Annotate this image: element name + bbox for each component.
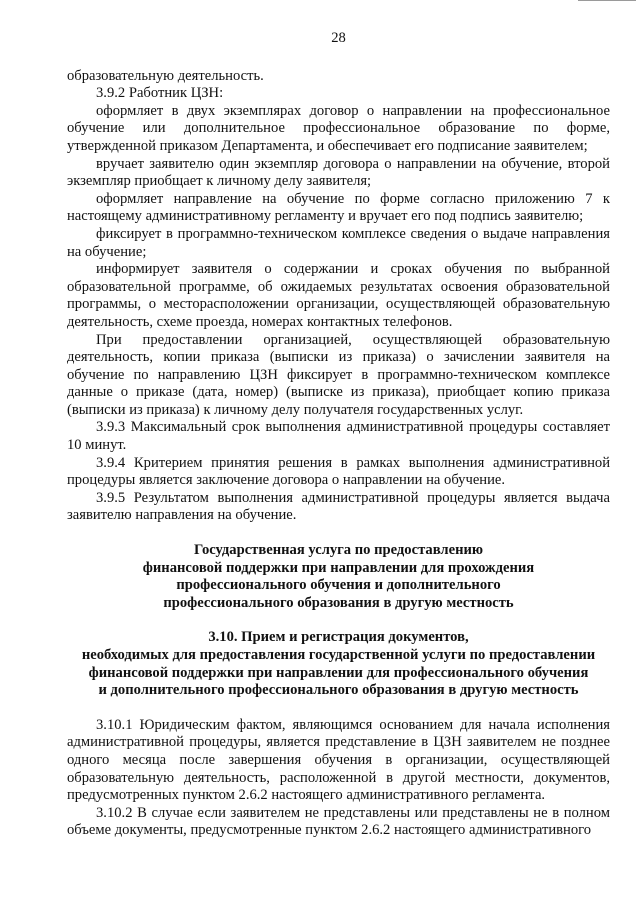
top-edge-rule <box>578 0 636 1</box>
section-heading-line: и дополнительного профессионального образования в другую местность <box>98 682 579 699</box>
paragraph-3-9-5: 3.9.5 Результатом выполнения административной процедуры является выдача заявителю направления на обучение. <box>67 489 610 524</box>
paragraph-3-9-2: 3.9.2 Работник ЦЗН: <box>96 85 224 102</box>
service-heading-line: профессионального обучения и дополнительного <box>176 577 501 594</box>
document-page <box>67 30 610 840</box>
paragraph-inform-applicant: информирует заявителя о содержании и сроках обучения по выбранной образовательной программе, об ожидаемых результатах освоения образовательной программы, о месторасположении организации, осуществляющей образовательную деятельность, схеме проезда, номерах контактных телефонов. <box>67 261 610 330</box>
page-number: 28 <box>331 30 346 46</box>
paragraph-hand-over-copy: вручает заявителю один экземпляр договора о направлении на обучение, второй экземпляр приобщает к личному делу заявителя; <box>67 155 610 190</box>
paragraph-3-10-1: 3.10.1 Юридическим фактом, являющимся основанием для начала исполнения административной процедуры, является представление в ЦЗН заявителем не позднее одного месяца после завершения обучения в организации, осуществляющей образовательную деятельность, расположенной в другой местности, документов, предусмотренных пунктом 2.6.2 настоящего административного регламента. <box>67 716 610 804</box>
paragraph-referral-form: оформляет направление на обучение по форме согласно приложению 7 к настоящему административному регламенту и вручает его под подпись заявителю; <box>67 190 610 225</box>
section-heading-line: необходимых для предоставления государственной услуги по предоставлении <box>81 647 596 663</box>
paragraph-3-9-4: 3.9.4 Критерием принятия решения в рамках выполнения административной процедуры является заключение договора о направлении на обучение. <box>67 454 610 489</box>
section-heading-line: финансовой поддержки при направлении для профессионального обучения <box>88 664 589 681</box>
section-heading-3-10 <box>67 629 610 699</box>
section-heading-line: 3.10. Прием и регистрация документов, <box>208 629 469 646</box>
service-heading-line: финансовой поддержки при направлении для прохождения <box>142 559 535 576</box>
paragraph-3-10-2: 3.10.2 В случае если заявителем не представлены или представлены не в полном объеме документы, предусмотренные пунктом 2.6.2 настоящего административного <box>67 804 610 839</box>
paragraph-3-9-3: 3.9.3 Максимальный срок выполнения административной процедуры составляет 10 минут. <box>67 419 610 454</box>
paragraph-record-referral: фиксирует в программно-техническом комплексе сведения о выдаче направления на обучение; <box>67 225 610 260</box>
service-heading <box>67 542 610 612</box>
paragraph-contract: оформляет в двух экземплярах договор о направлении на профессиональное обучение или дополнительное профессиональное образование по форме, утвержденной приказом Департамента, и обеспечивает его подписание заявителем; <box>67 102 610 154</box>
paragraph-continuation: образовательную деятельность. <box>67 67 264 84</box>
service-heading-line: профессионального образования в другую местность <box>163 594 514 611</box>
paragraph-enrollment-order: При предоставлении организацией, осуществляющей образовательную деятельность, копии приказа (выписки из приказа) о зачислении заявителя на обучение по направлению ЦЗН фиксирует в программно-техническом комплексе данные о приказе (дата, номер) (выписке из приказа), приобщает копию приказа (выписки из приказа) к личному делу получателя государственных услуг. <box>67 331 610 418</box>
service-heading-line: Государственная услуга по предоставлению <box>193 542 484 559</box>
